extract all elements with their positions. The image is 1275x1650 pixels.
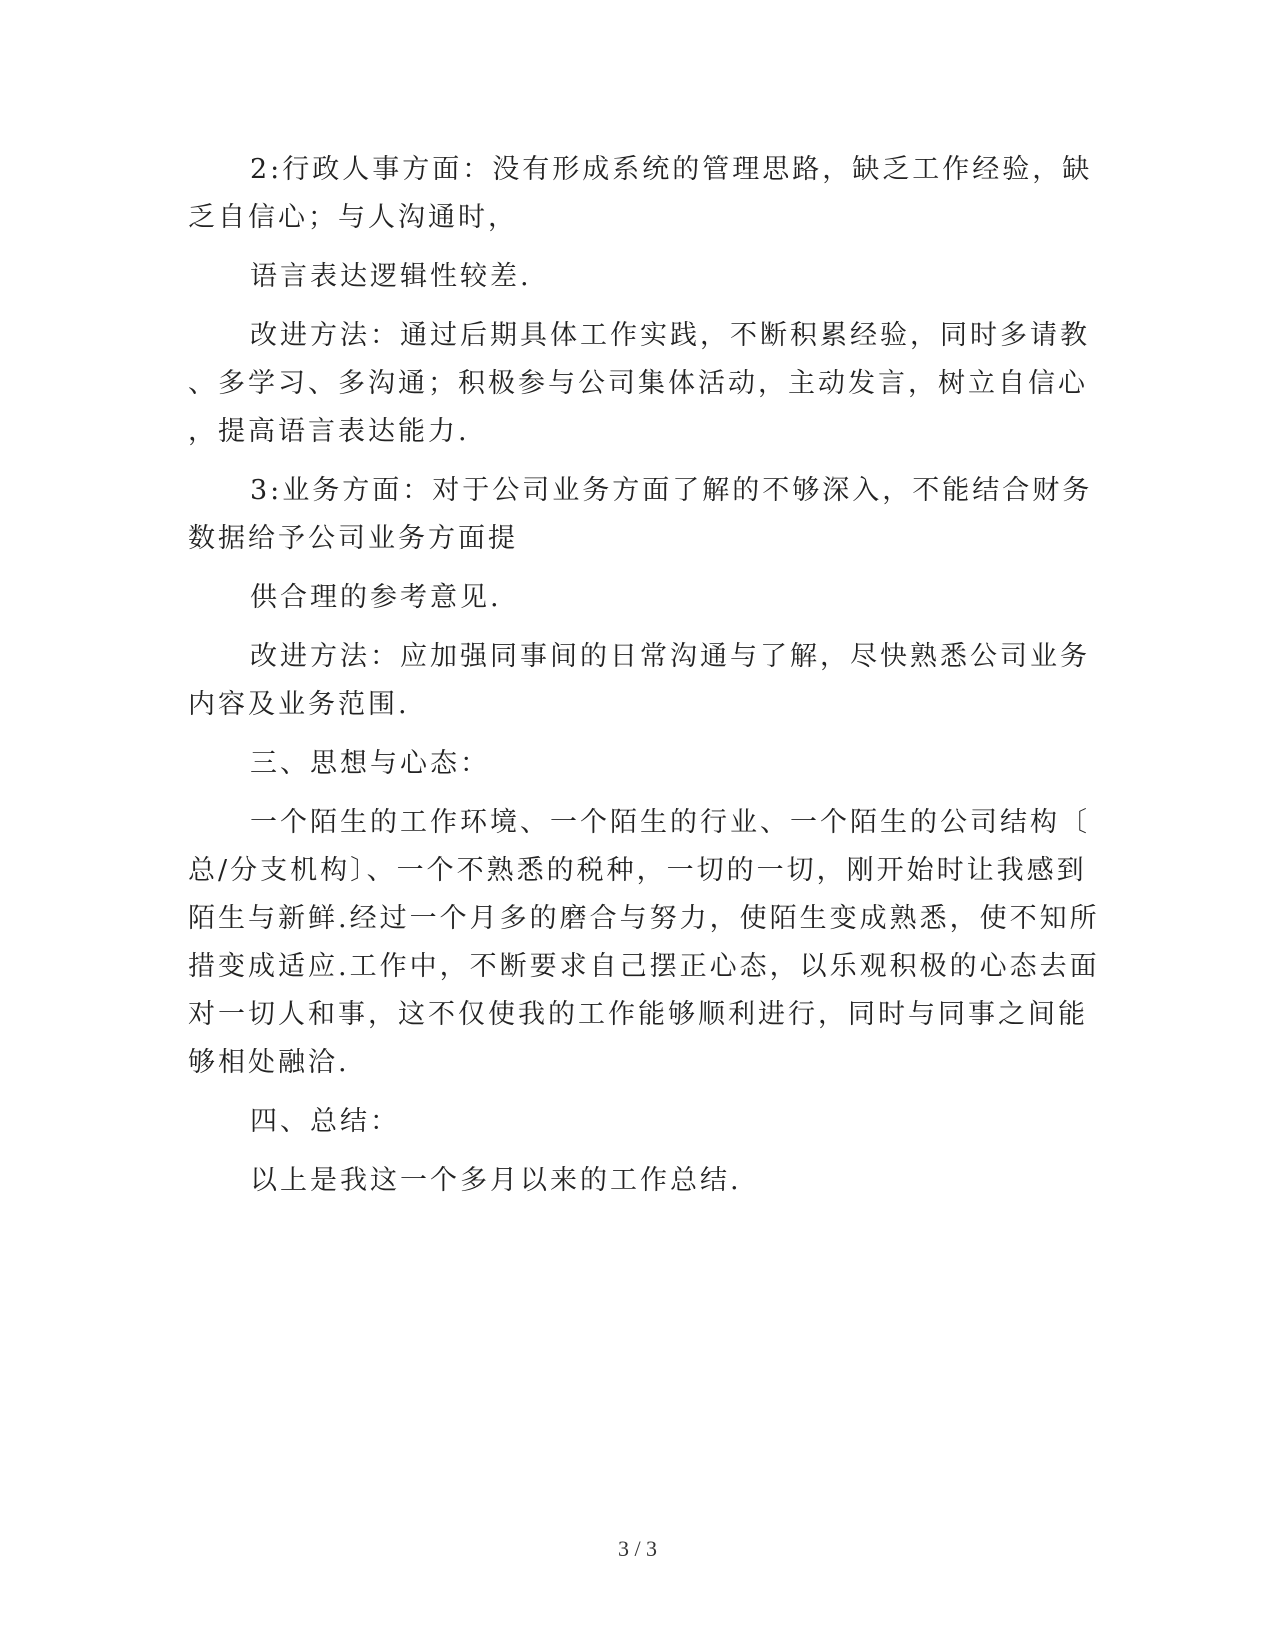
text-line: 语言表达逻辑性较差. (250, 261, 532, 292)
section-heading-mindset (188, 740, 1068, 788)
text-line: 供合理的参考意见. (250, 582, 502, 613)
paragraph-improvement-2 (188, 633, 1090, 729)
paragraph-language-expression (188, 253, 1068, 301)
text-line: 3:业务方面：对于公司业务方面了解的不够深入，不能结合财务 (250, 475, 1093, 506)
paragraph-mindset (188, 799, 1100, 1087)
text-line: 总/分支机构〕、一个不熟悉的税种，一切的一切，刚开始时让我感到 (188, 855, 1087, 886)
section-heading-summary (188, 1098, 1068, 1146)
page-number: 3 / 3 (617, 1536, 658, 1561)
text-line: 2:行政人事方面：没有形成系统的管理思路，缺乏工作经验，缺 (250, 154, 1093, 185)
text-line: 够相处融洽. (188, 1047, 350, 1078)
text-line: 数据给予公司业务方面提 (188, 523, 518, 554)
text-line: ，提高语言表达能力. (188, 416, 470, 447)
paragraph-reference-opinion (188, 574, 1068, 622)
text-line: 陌生与新鲜.经过一个月多的磨合与努力，使陌生变成熟悉，使不知所 (188, 903, 1100, 934)
text-line: 四、总结： (250, 1106, 400, 1137)
paragraph-summary (188, 1157, 1068, 1205)
text-line: 改进方法：通过后期具体工作实践，不断积累经验，同时多请教 (250, 320, 1090, 351)
document-body (188, 146, 1100, 1205)
text-line: 措变成适应.工作中，不断要求自己摆正心态，以乐观积极的心态去面 (188, 951, 1100, 982)
text-line: 三、思想与心态： (250, 748, 490, 779)
text-line: 一个陌生的工作环境、一个陌生的行业、一个陌生的公司结构〔 (250, 807, 1090, 838)
paragraph-admin-hr (188, 146, 1093, 242)
text-line: 乏自信心；与人沟通时， (188, 202, 518, 233)
text-line: 内容及业务范围. (188, 689, 410, 720)
text-line: 以上是我这一个多月以来的工作总结. (250, 1165, 742, 1196)
text-line: 改进方法：应加强同事间的日常沟通与了解，尽快熟悉公司业务 (250, 641, 1090, 672)
text-line: 对一切人和事，这不仅使我的工作能够顺利进行，同时与同事之间能 (188, 999, 1088, 1030)
paragraph-improvement-1 (188, 312, 1090, 456)
text-line: 、多学习、多沟通；积极参与公司集体活动，主动发言，树立自信心 (188, 368, 1088, 399)
paragraph-business (188, 467, 1093, 563)
